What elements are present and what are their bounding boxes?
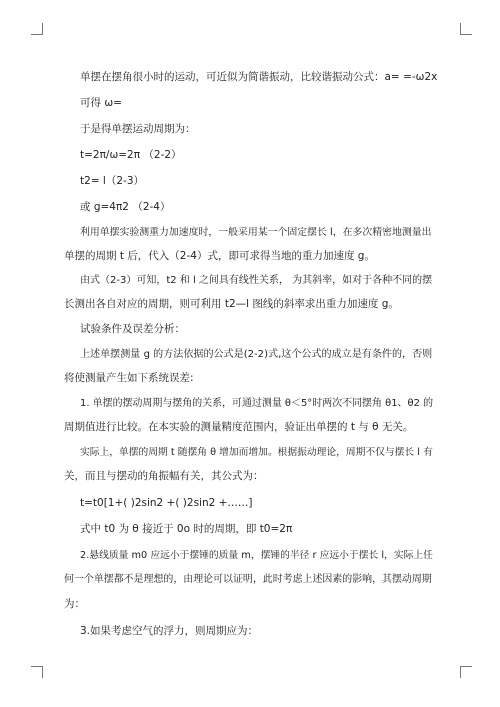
text-line: 将使测量产生如下系统误差:: [64, 372, 194, 384]
text-line: 试验条件及误差分析：: [80, 323, 185, 335]
text-line: 为：: [64, 598, 85, 610]
text-line: 长测出各自对应的周期，则可利用 t2—l 图线的斜率求出重力加速度 g。: [64, 298, 399, 310]
text-line: 1. 单摆的摆动周期与摆角的关系，可通过测量 θ＜5°时两次不同摆角 θ1、θ2 的: [80, 398, 434, 409]
text-line: 利用单摆实验测重力加速度时，一般采用某一个固定摆长 l，在多次精密地测量出: [80, 227, 432, 238]
page-corner-mark-top-left: [31, 23, 43, 35]
text-line: t2= l（2-3）: [80, 175, 144, 187]
text-line: 于是得单摆运动周期为：: [80, 123, 196, 135]
text-line: 可得 ω=: [80, 97, 122, 109]
text-line: 关，而且与摆动的角振幅有关，其公式为：: [64, 470, 264, 482]
page-corner-mark-bottom-left: [31, 666, 43, 678]
text-line: 单摆的周期 t 后，代入（2-4）式，即可求得当地的重力加速度 g。: [64, 250, 375, 262]
page-corner-mark-bottom-right: [460, 666, 472, 678]
text-line: 实际上，单摆的周期 t 随摆角 θ 增加而增加。根据振动理论，周期不仅与摆长 l 有: [80, 447, 433, 458]
text-line: 式中 t0 为 θ 接近于 0o 时的周期，即 t0=2π: [80, 523, 293, 535]
text-line: 单摆在摆角很小时的运动，可近似为简谐振动，比较谐振动公式：a= =-ω2x: [80, 71, 438, 83]
text-line: 3.如果考虑空气的浮力，则周期应为：: [80, 625, 259, 637]
text-line: t=t0[1+( )2sin2 +( )2sin2 +……]: [80, 497, 253, 509]
page-corner-mark-top-right: [460, 23, 472, 35]
text-line: 何一个单摆都不是理想的，由理论可以证明，此时考虑上述因素的影响，其摆动周期: [64, 574, 432, 585]
text-line: 上述单摆测量 g 的方法依据的公式是(2-2)式,这个公式的成立是有条件的，否则: [80, 349, 433, 360]
text-line: 2.悬线质量 m0 应远小于摆锤的质量 m，摆锤的半径 r 应远小于摆长 l，实际上任: [80, 550, 433, 561]
text-line: t=2π/ω=2π （2-2）: [80, 149, 182, 161]
text-line: 周期值进行比较。在本实验的测量精度范围内，验证出单摆的 t 与 θ 无关。: [64, 421, 414, 433]
text-line: 或 g=4π2 （2-4）: [80, 201, 171, 213]
text-line: 由式（2-3）可知，t2 和 l 之间具有线性关系， 为其斜率，如对于各种不同的摆: [80, 275, 433, 286]
